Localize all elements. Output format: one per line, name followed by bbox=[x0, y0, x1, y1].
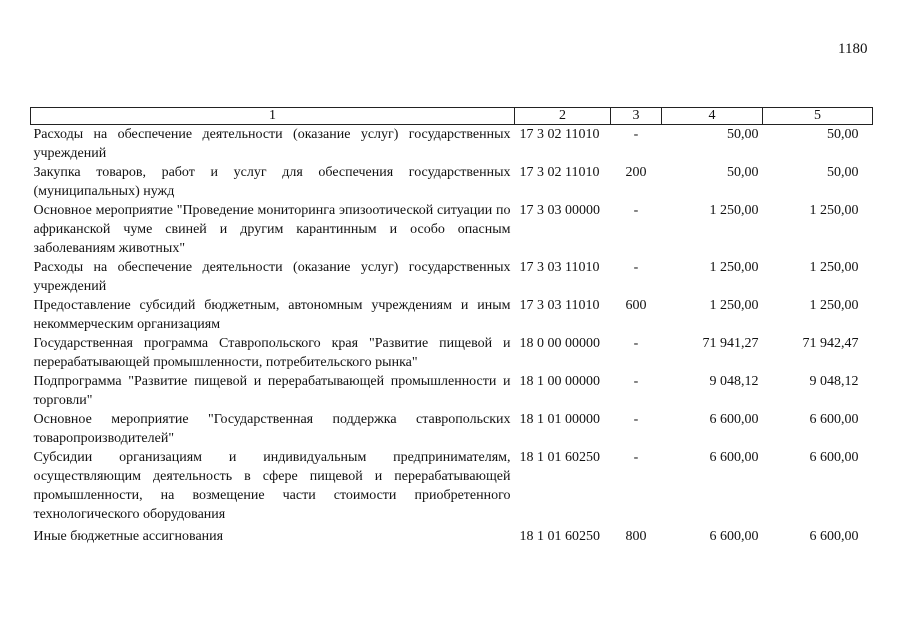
row-value-4-cell: 50,00 bbox=[727, 165, 759, 180]
row-value-5-cell: 6 600,00 bbox=[809, 529, 859, 544]
column-header-5: 5 bbox=[763, 108, 873, 125]
row-type-cell: - bbox=[633, 374, 639, 389]
table-row bbox=[31, 410, 873, 448]
row-value-5-cell: 71 942,47 bbox=[802, 336, 859, 351]
row-code-cell: 17 3 03 00000 bbox=[519, 203, 600, 218]
table-row bbox=[31, 201, 873, 258]
table-row bbox=[31, 334, 873, 372]
row-value-4-cell: 1 250,00 bbox=[709, 298, 759, 313]
row-name-cell: Основное мероприятие "Государственная поддержка ставропольских товаропроизводителей" bbox=[33, 412, 511, 446]
row-code-cell: 17 3 02 11010 bbox=[519, 127, 600, 142]
column-header-3: 3 bbox=[611, 108, 662, 125]
table-row bbox=[31, 448, 873, 524]
column-header-2: 2 bbox=[515, 108, 611, 125]
table-row bbox=[31, 372, 873, 410]
row-value-5-cell: 1 250,00 bbox=[809, 260, 859, 275]
row-value-5-cell: 50,00 bbox=[827, 127, 859, 142]
row-name-cell: Расходы на обеспечение деятельности (оказание услуг) государственных учреждений bbox=[33, 127, 511, 161]
row-type-cell: - bbox=[633, 450, 639, 465]
row-value-4-cell: 6 600,00 bbox=[709, 529, 759, 544]
row-code-cell: 17 3 03 11010 bbox=[519, 260, 600, 275]
row-value-4-cell: 1 250,00 bbox=[709, 260, 759, 275]
page-number: 1180 bbox=[838, 41, 868, 57]
row-name-cell: Предоставление субсидий бюджетным, автономным учреждениям и иным некоммерческим организациям bbox=[33, 298, 511, 332]
row-value-5-cell: 1 250,00 bbox=[809, 298, 859, 313]
row-name-cell: Закупка товаров, работ и услуг для обеспечения государственных (муниципальных) нужд bbox=[33, 165, 511, 199]
row-type-cell: 200 bbox=[625, 165, 647, 180]
row-type-cell: - bbox=[633, 127, 639, 142]
row-name-cell: Расходы на обеспечение деятельности (оказание услуг) государственных учреждений bbox=[33, 260, 511, 294]
row-type-cell: - bbox=[633, 260, 639, 275]
row-type-cell: - bbox=[633, 336, 639, 351]
table-row bbox=[31, 296, 873, 334]
row-value-5-cell: 1 250,00 bbox=[809, 203, 859, 218]
row-value-4-cell: 6 600,00 bbox=[709, 450, 759, 465]
row-value-4-cell: 71 941,27 bbox=[702, 336, 759, 351]
row-value-5-cell: 6 600,00 bbox=[809, 412, 859, 427]
row-value-4-cell: 1 250,00 bbox=[709, 203, 759, 218]
table-row bbox=[31, 258, 873, 296]
row-type-cell: 600 bbox=[625, 298, 647, 313]
table-header-row bbox=[31, 108, 873, 125]
row-code-cell: 18 1 01 00000 bbox=[519, 412, 600, 427]
row-code-cell: 17 3 02 11010 bbox=[519, 165, 600, 180]
row-type-cell: 800 bbox=[625, 529, 647, 544]
row-code-cell: 18 1 01 60250 bbox=[519, 529, 600, 544]
budget-table bbox=[30, 107, 873, 546]
table-row bbox=[31, 524, 873, 546]
row-value-5-cell: 9 048,12 bbox=[809, 374, 859, 389]
row-name-cell: Субсидии организациям и индивидуальным предпринимателям, осуществляющим деятельность в сфере пищевой и перерабатывающей промышленности, на возмещение части стоимости приобретенного технологического оборудования bbox=[33, 450, 511, 522]
row-code-cell: 18 0 00 00000 bbox=[519, 336, 600, 351]
row-type-cell: - bbox=[633, 203, 639, 218]
row-name-cell: Иные бюджетные ассигнования bbox=[33, 529, 224, 544]
column-header-4: 4 bbox=[662, 108, 763, 125]
row-code-cell: 18 1 00 00000 bbox=[519, 374, 600, 389]
row-name-cell: Подпрограмма "Развитие пищевой и перерабатывающей промышленности и торговли" bbox=[33, 374, 511, 408]
column-header-1: 1 bbox=[31, 108, 515, 125]
row-code-cell: 17 3 03 11010 bbox=[519, 298, 600, 313]
row-name-cell: Государственная программа Ставропольского края "Развитие пищевой и перерабатывающей промышленности, потребительского рынка" bbox=[33, 336, 511, 370]
table-row bbox=[31, 125, 873, 164]
row-type-cell: - bbox=[633, 412, 639, 427]
row-code-cell: 18 1 01 60250 bbox=[519, 450, 600, 465]
row-value-4-cell: 9 048,12 bbox=[709, 374, 759, 389]
row-value-4-cell: 6 600,00 bbox=[709, 412, 759, 427]
row-value-5-cell: 6 600,00 bbox=[809, 450, 859, 465]
row-value-4-cell: 50,00 bbox=[727, 127, 759, 142]
table-row bbox=[31, 163, 873, 201]
row-value-5-cell: 50,00 bbox=[827, 165, 859, 180]
row-name-cell: Основное мероприятие "Проведение мониторинга эпизоотической ситуации по африканской чуме свиней и другим карантинным и особо опасным заболеваниям животных" bbox=[33, 203, 511, 256]
